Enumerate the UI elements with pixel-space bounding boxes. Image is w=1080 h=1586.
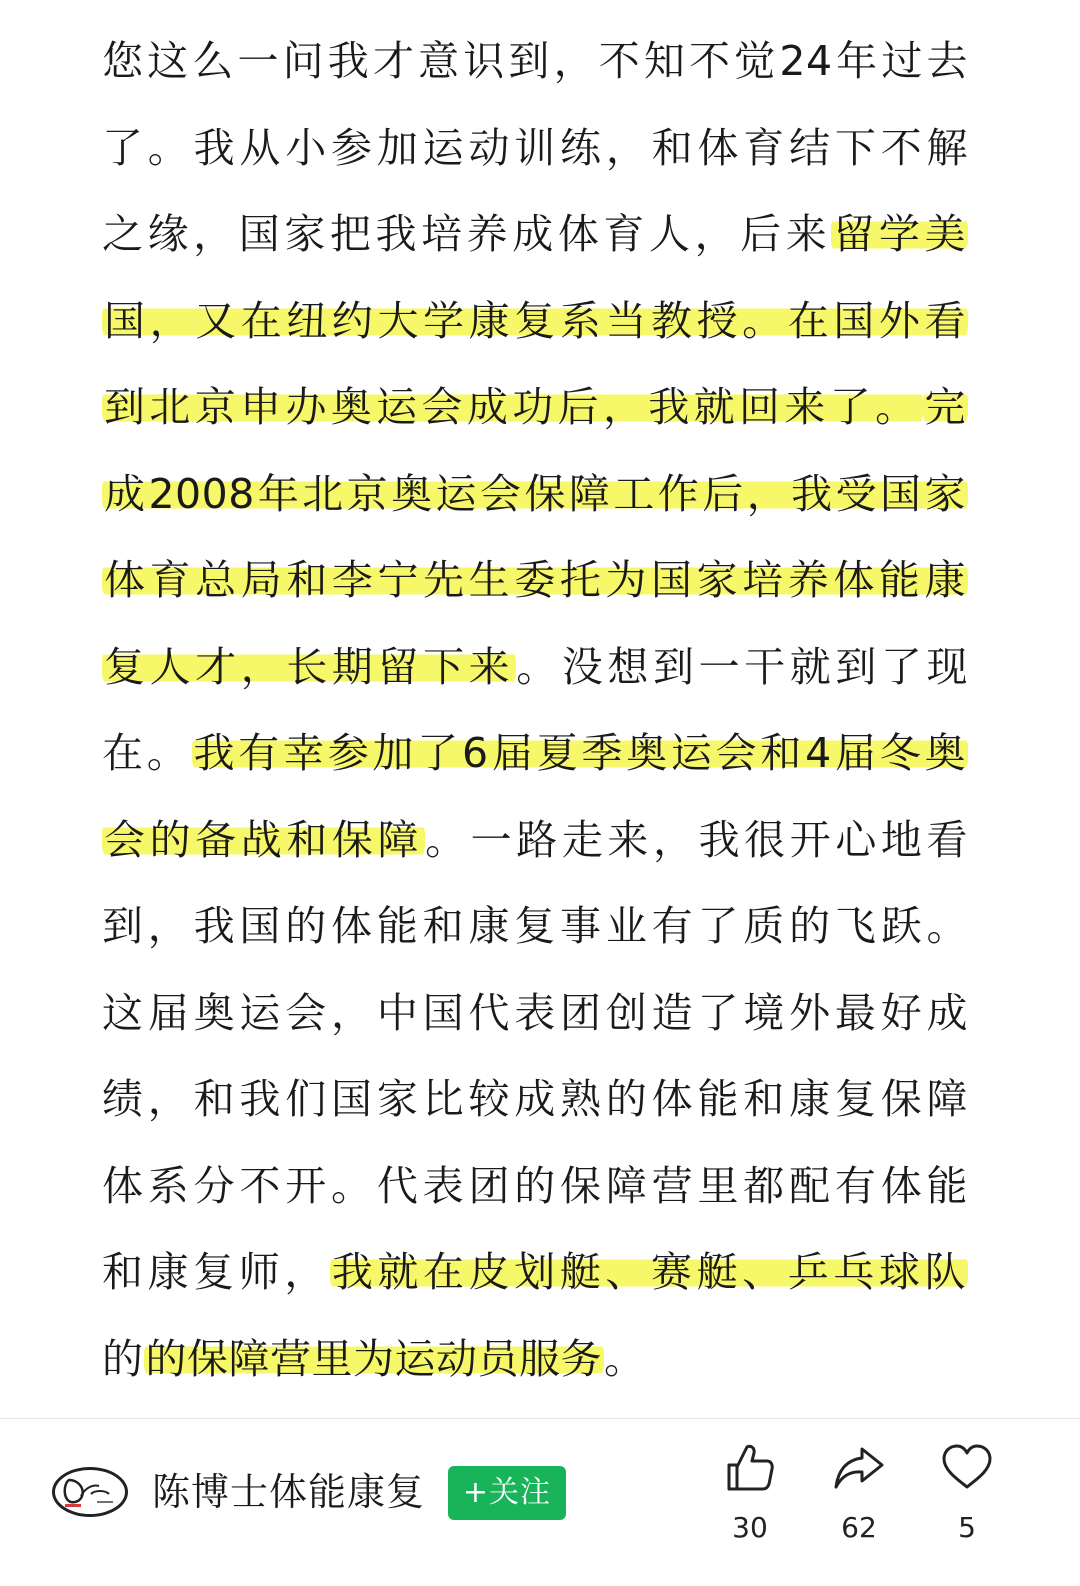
author-action-bar xyxy=(0,1419,1080,1586)
follow-button[interactable]: +关注 xyxy=(448,1466,566,1520)
highlighted-text: 体育总局和李宁先生委托为国家培养体能康 xyxy=(104,556,966,604)
article-text: 到，我国的体能和康复事业有了质的飞跃。 xyxy=(102,902,968,950)
article-line xyxy=(102,710,968,797)
share-arrow-icon xyxy=(832,1441,886,1495)
article-line xyxy=(102,278,968,365)
article-text: 体系分不开。代表团的保障营里都配有体能 xyxy=(102,1161,968,1210)
author-avatar[interactable] xyxy=(52,1467,128,1517)
article-line xyxy=(102,451,968,538)
article-line xyxy=(102,1143,968,1230)
highlighted-text: 完 xyxy=(924,383,966,431)
like-count: 30 xyxy=(732,1511,768,1544)
article-text: 绩，和我们国家比较成熟的体能和康复保障 xyxy=(102,1075,968,1123)
highlighted-text: 到北京申办奥运会成功后，我就回来了。 xyxy=(104,383,921,431)
highlighted-text: 复人才，长期留下来 xyxy=(104,642,515,691)
article-line xyxy=(102,797,968,884)
article-line xyxy=(102,1229,968,1316)
author-name[interactable]: 陈博士体能康复 xyxy=(152,1470,426,1514)
article-text: 之缘，国家把我培养成体育人，后来 xyxy=(102,210,832,258)
article-line xyxy=(102,970,968,1057)
article-text: 。没想到一干就到了现 xyxy=(516,642,968,691)
article-text: 这届奥运会，中国代表团创造了境外最好成 xyxy=(102,988,968,1037)
highlighted-text: 国，又在纽约大学康复系当教授。在国外看 xyxy=(104,296,966,345)
article-line xyxy=(102,191,968,278)
share-button[interactable] xyxy=(814,1441,904,1545)
article-line xyxy=(102,364,968,451)
article-text: 。 xyxy=(604,1334,646,1383)
article-line xyxy=(102,1316,968,1403)
article-line xyxy=(102,883,968,970)
article-text: 。一路走来，我很开心地看 xyxy=(425,815,969,864)
article-body xyxy=(102,18,968,1402)
highlighted-text: 我有幸参加了6届夏季奥运会和4届冬奥 xyxy=(193,729,967,777)
highlighted-text: 留学美 xyxy=(833,210,967,258)
highlighted-text: 会的备战和保障 xyxy=(104,815,424,864)
article-text: 您这么一问我才意识到，不知不觉24年过去 xyxy=(102,37,968,85)
article-text: 了。我从小参加运动训练，和体育结下不解 xyxy=(102,123,968,172)
article-text: 和康复师， xyxy=(102,1248,330,1296)
thumbs-up-icon xyxy=(723,1441,777,1495)
like-button[interactable] xyxy=(705,1441,795,1545)
article-line xyxy=(102,537,968,624)
highlighted-text: 的保障营里为运动员服务 xyxy=(145,1334,602,1383)
article-text: 的 xyxy=(102,1334,144,1383)
highlighted-text: 我就在皮划艇、赛艇、乒乓球队 xyxy=(331,1248,967,1296)
favorite-button[interactable] xyxy=(922,1441,1012,1545)
avatar-logo-icon xyxy=(55,1470,125,1514)
article-line xyxy=(102,1056,968,1143)
heart-icon xyxy=(940,1441,994,1495)
article-line xyxy=(102,105,968,192)
article-text: 在。 xyxy=(102,729,192,777)
article-line xyxy=(102,624,968,711)
favorite-count: 5 xyxy=(958,1511,976,1544)
article-line xyxy=(102,18,968,105)
share-count: 62 xyxy=(841,1511,877,1544)
highlighted-text: 成2008年北京奥运会保障工作后，我受国家 xyxy=(104,469,966,518)
